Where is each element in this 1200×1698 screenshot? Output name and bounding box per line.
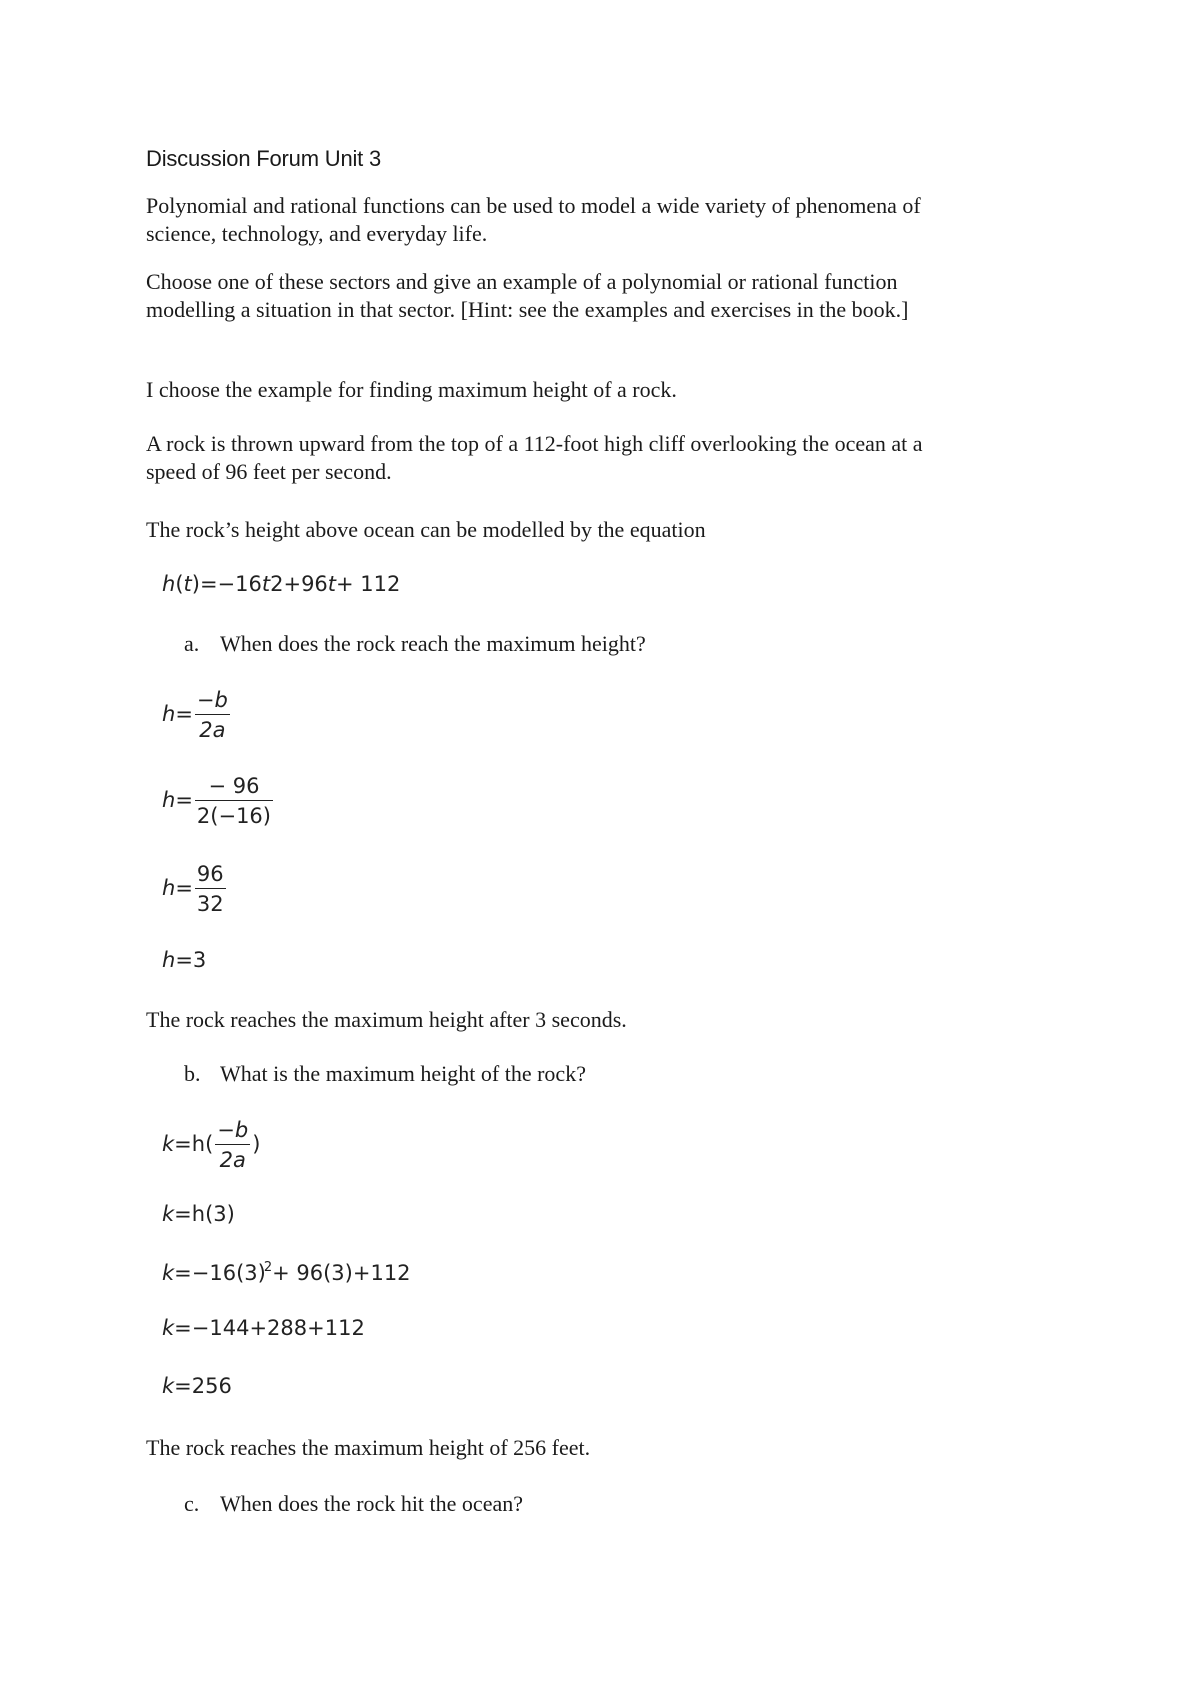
step-a1-var: h [162,702,176,726]
step-b1-fraction [215,1118,250,1172]
question-c [184,1490,523,1518]
height-equation: h(t)=−16t2+96t+ 112 [162,572,401,596]
step-b2-var: k [162,1202,175,1226]
eq-part-2: 2+96 [270,572,328,596]
step-b3-exponent: 2 [263,1260,273,1275]
question-a-text: When does the rock reach the maximum height? [220,631,646,656]
step-a3 [162,862,228,916]
question-a-marker: a. [184,631,200,656]
step-a3-eq: = [175,876,193,900]
eq-function-name: h [162,572,176,596]
question-b-marker: b. [184,1061,201,1086]
eq-var-2: t [327,572,337,596]
step-b1-numerator: −b [215,1118,250,1145]
step-b3-rest1: =−16(3) [174,1261,266,1285]
step-a4-rest: =3 [175,948,207,972]
step-b1-var: k [162,1132,175,1156]
step-b3-rest2: + 96(3)+112 [272,1261,411,1285]
step-a1-denominator: 2a [199,718,226,742]
intro-paragraph [146,192,1046,248]
question-b-text: What is the maximum height of the rock? [220,1061,586,1086]
document-heading: Discussion Forum Unit 3 [146,146,382,171]
step-b5-rest: =256 [174,1374,232,1398]
intro-line-2: science, technology, and everyday life. [146,221,488,246]
step-b4-var: k [162,1316,175,1340]
question-c-text: When does the rock hit the ocean? [220,1491,523,1516]
question-a [184,630,646,658]
step-b5 [162,1374,232,1398]
step-a2 [162,774,275,828]
step-b1 [162,1118,260,1172]
step-a3-numerator: 96 [195,862,226,889]
step-a3-var: h [162,876,176,900]
step-b2 [162,1202,235,1226]
answer-a: The rock reaches the maximum height after 3 seconds. [146,1007,627,1032]
step-a2-denominator: 2(−16) [196,804,271,828]
question-b [184,1060,586,1088]
step-a1-eq: = [175,702,193,726]
intro-line-1: Polynomial and rational functions can be used to model a wide variety of phenomena of [146,193,921,218]
step-a2-eq: = [175,788,193,812]
step-a3-denominator: 32 [196,892,224,916]
step-b2-rest: =h(3) [174,1202,235,1226]
step-b3-var: k [162,1261,175,1285]
step-a2-var: h [162,788,176,812]
eq-argument: t [183,572,192,596]
answer-b: The rock reaches the maximum height of 256 feet. [146,1435,591,1460]
problem-line-1: A rock is thrown upward from the top of a 112-foot high cliff overlooking the ocean at a [146,431,923,456]
step-a3-fraction [195,862,226,916]
step-b3 [162,1260,411,1285]
step-a1-numerator: −b [195,688,230,715]
prompt-paragraph [146,268,1046,324]
step-a1-fraction [195,688,230,742]
problem-line-2: speed of 96 feet per second. [146,459,392,484]
choice-paragraph: I choose the example for finding maximum height of a rock. [146,377,677,402]
step-a4 [162,948,206,972]
eq-var-1: t [261,572,271,596]
eq-part-3: + 112 [336,572,401,596]
step-b1-mid: =h( [174,1132,214,1156]
step-b4 [162,1316,365,1340]
eq-part-1: =−16 [199,572,262,596]
step-a1 [162,688,232,742]
step-a4-var: h [162,948,176,972]
step-b1-close: ) [252,1132,261,1156]
step-a2-numerator: − 96 [195,774,273,801]
model-intro: The rock’s height above ocean can be modelled by the equation [146,517,706,542]
problem-paragraph [146,430,1046,486]
step-b5-var: k [162,1374,175,1398]
prompt-line-2: modelling a situation in that sector. [Hint: see the examples and exercises in the book.] [146,297,909,322]
step-a2-fraction [195,774,273,828]
prompt-line-1: Choose one of these sectors and give an example of a polynomial or rational function [146,269,898,294]
step-b1-denominator: 2a [219,1148,246,1172]
step-b4-rest: =−144+288+112 [174,1316,365,1340]
question-c-marker: c. [184,1491,200,1516]
